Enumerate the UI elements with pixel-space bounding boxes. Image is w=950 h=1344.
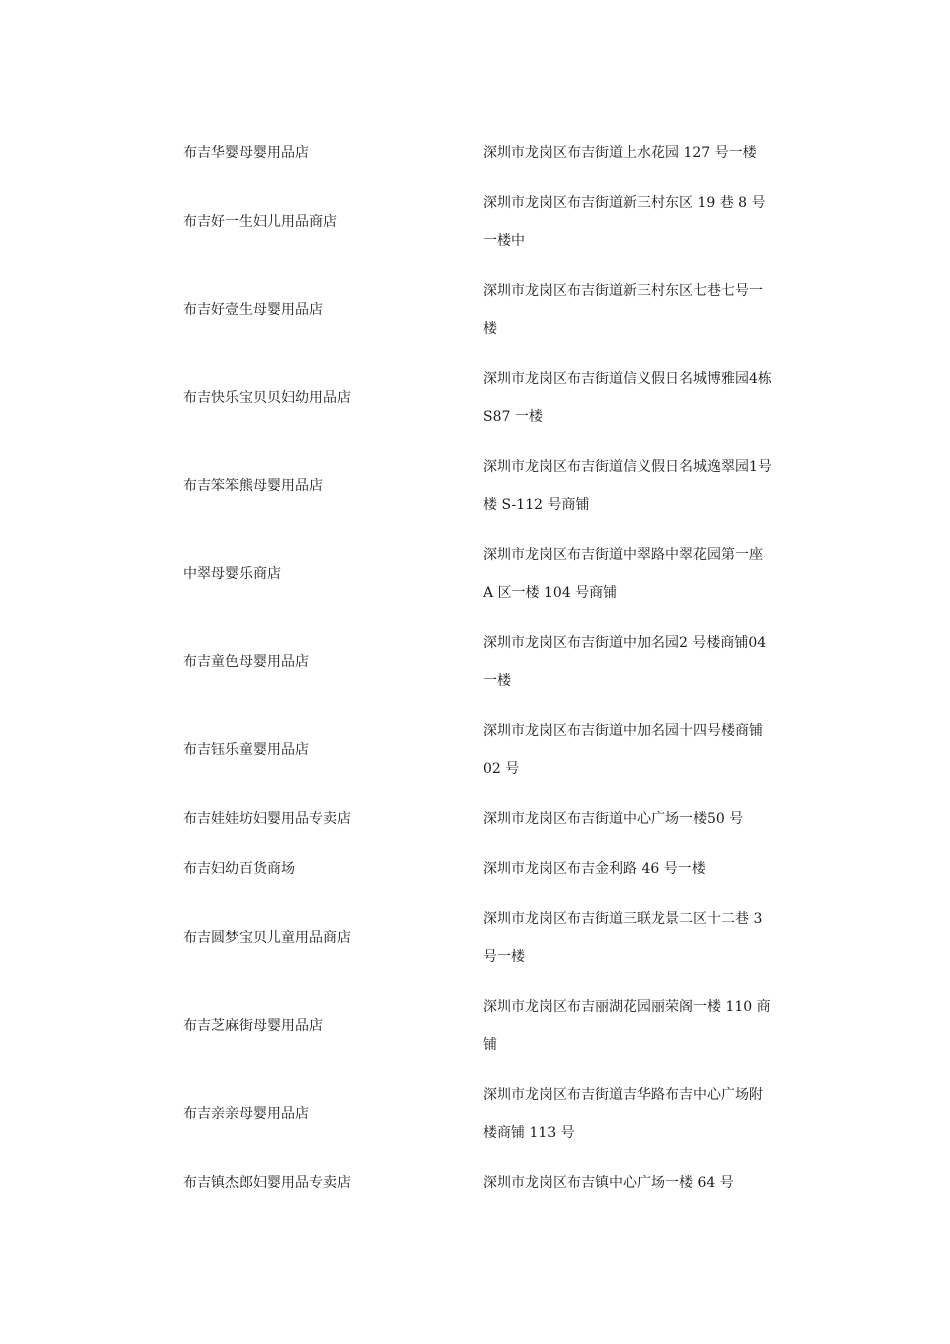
store-name: 布吉好一生妇儿用品商店 — [183, 214, 337, 230]
store-address: 深圳市龙岗区布吉街道中心广场一楼50 号 — [483, 811, 744, 827]
table-row — [183, 530, 783, 618]
store-name: 布吉华婴母婴用品店 — [183, 145, 309, 161]
store-name: 布吉钰乐童婴用品店 — [183, 742, 309, 758]
store-address: 深圳市龙岗区布吉街道中加名园十四号楼商铺 02 号 — [483, 723, 763, 777]
store-address: 深圳市龙岗区布吉街道中翠路中翠花园第一座 A 区一楼 104 号商铺 — [483, 547, 763, 601]
store-address: 深圳市龙岗区布吉街道三联龙景二区十二巷 3号一楼 — [483, 911, 763, 965]
store-name: 布吉娃娃坊妇婴用品专卖店 — [183, 811, 351, 827]
store-name: 布吉笨笨熊母婴用品店 — [183, 478, 323, 494]
table-row — [183, 894, 783, 982]
store-address: 深圳市龙岗区布吉街道新三村东区七巷七号一楼 — [483, 283, 763, 337]
store-name: 布吉镇杰郎妇婴用品专卖店 — [183, 1175, 351, 1191]
store-name: 布吉亲亲母婴用品店 — [183, 1106, 309, 1122]
table-row — [183, 178, 783, 266]
store-name: 布吉妇幼百货商场 — [183, 861, 295, 877]
store-address: 深圳市龙岗区布吉街道信义假日名城博雅园4栋 S87 一楼 — [483, 371, 772, 425]
store-address: 深圳市龙岗区布吉街道吉华路布吉中心广场附楼商铺 113 号 — [483, 1087, 763, 1141]
store-address: 深圳市龙岗区布吉镇中心广场一楼 64 号 — [483, 1175, 734, 1191]
store-address: 深圳市龙岗区布吉金利路 46 号一楼 — [483, 861, 706, 877]
store-table — [183, 128, 783, 1208]
store-address: 深圳市龙岗区布吉街道中加名园2 号楼商铺04一楼 — [483, 635, 767, 689]
table-row — [183, 618, 783, 706]
table-row — [183, 706, 783, 794]
store-name: 布吉童色母婴用品店 — [183, 654, 309, 670]
table-row — [183, 1070, 783, 1158]
store-name: 布吉圆梦宝贝儿童用品商店 — [183, 930, 351, 946]
store-name: 布吉芝麻街母婴用品店 — [183, 1018, 323, 1034]
table-row — [183, 442, 783, 530]
store-address: 深圳市龙岗区布吉街道新三村东区 19 巷 8 号一楼中 — [483, 195, 766, 249]
store-address: 深圳市龙岗区布吉丽湖花园丽荣阁一楼 110 商铺 — [483, 999, 771, 1053]
table-row — [183, 128, 783, 178]
table-row — [183, 982, 783, 1070]
table-row — [183, 354, 783, 442]
store-address: 深圳市龙岗区布吉街道上水花园 127 号一楼 — [483, 145, 757, 161]
table-row — [183, 1158, 783, 1208]
store-name: 布吉好壹生母婴用品店 — [183, 302, 323, 318]
store-name: 中翠母婴乐商店 — [183, 566, 281, 582]
table-row — [183, 844, 783, 894]
table-row — [183, 266, 783, 354]
store-address: 深圳市龙岗区布吉街道信义假日名城逸翠园1号楼 S-112 号商铺 — [483, 459, 772, 513]
table-row — [183, 794, 783, 844]
store-name: 布吉快乐宝贝贝妇幼用品店 — [183, 390, 351, 406]
